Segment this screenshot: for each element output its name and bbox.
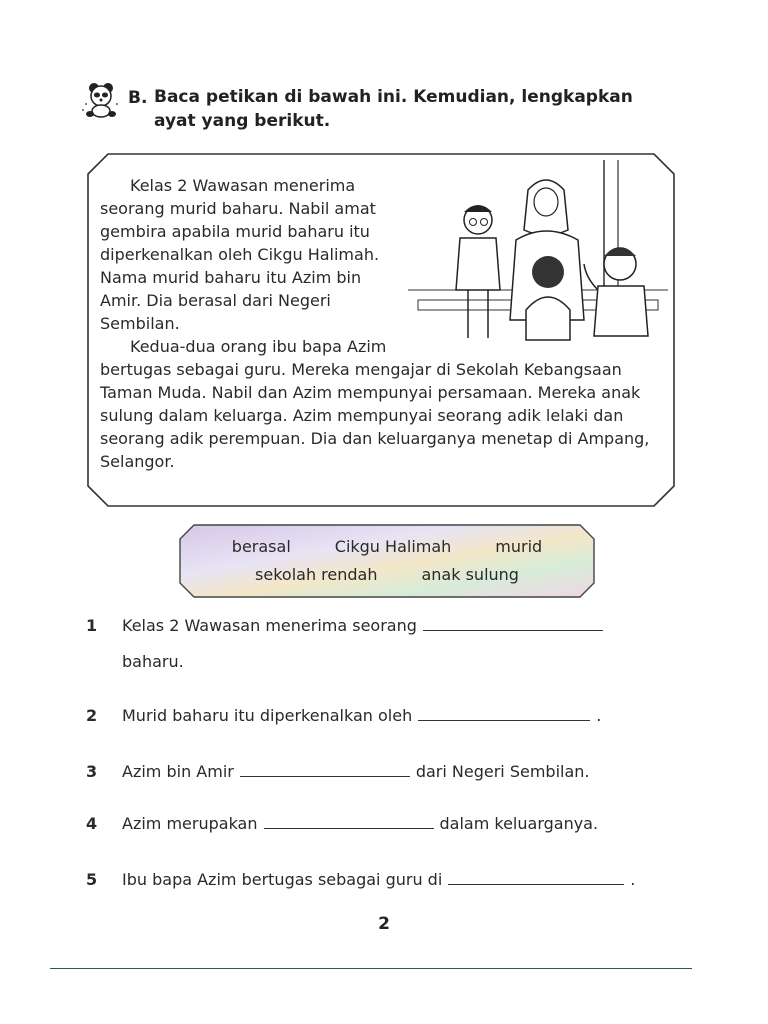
question-item (86, 706, 601, 725)
question-number: 4 (86, 814, 98, 833)
word-bank (178, 523, 596, 599)
bottom-divider (50, 968, 692, 969)
page-number: 2 (378, 914, 390, 934)
question-text-after: dari Negeri Sembilan. (415, 762, 590, 781)
answer-blank[interactable] (423, 616, 603, 631)
question-text-after: dalam keluarganya. (439, 814, 599, 833)
classroom-illustration (408, 160, 668, 350)
word-option: sekolah rendah (255, 565, 378, 584)
answer-blank[interactable] (448, 870, 624, 885)
question-continuation: baharu. (122, 652, 184, 671)
word-bank-row-1 (178, 537, 596, 556)
answer-blank[interactable] (418, 706, 590, 721)
answer-blank[interactable] (240, 762, 410, 777)
question-text: Kelas 2 Wawasan menerima seorang (122, 616, 417, 635)
question-text: Ibu bapa Azim bertugas sebagai guru di (122, 870, 443, 889)
question-text: Azim merupakan (122, 814, 258, 833)
reading-passage-box (86, 152, 676, 508)
word-option: anak sulung (421, 565, 519, 584)
word-option: Cikgu Halimah (334, 537, 452, 556)
word-option: berasal (231, 537, 291, 556)
section-heading (80, 80, 700, 133)
question-text-after: . (630, 870, 636, 889)
panda-mascot-icon (80, 80, 122, 120)
question-item (86, 762, 590, 781)
question-item (86, 870, 635, 889)
question-number: 1 (86, 616, 98, 635)
word-bank-row-2 (178, 565, 596, 584)
question-number: 5 (86, 870, 98, 889)
question-text-after: . (596, 706, 602, 725)
answer-blank[interactable] (264, 814, 434, 829)
question-number: 3 (86, 762, 98, 781)
word-option: murid (495, 537, 543, 556)
passage-paragraph-2: Kedua-dua orang ibu bapa Azim bertugas sebagai guru. Mereka mengajar di Sekolah Kebangsaan Taman Muda. Nabil dan Azim mempunyai persamaan. Mereka anak sulung dalam keluarga. Azim mempunyai seorang adik lelaki dan seorang adik perempuan. Dia dan keluarganya menetap di Ampang, Selangor. (100, 337, 650, 471)
section-letter: B. (128, 88, 148, 108)
question-item (86, 814, 598, 833)
passage-paragraph-1: Kelas 2 Wawasan menerima seorang murid baharu. Nabil amat gembira apabila murid baharu itu diperkenalkan oleh Cikgu Halimah. Nama murid baharu itu Azim bin Amir. Dia berasal dari Negeri Sembilan. (100, 176, 380, 333)
word-bank-frame (178, 523, 596, 599)
question-text: Murid baharu itu diperkenalkan oleh (122, 706, 413, 725)
question-number: 2 (86, 706, 98, 725)
question-text: Azim bin Amir (122, 762, 234, 781)
passage-text (100, 174, 662, 473)
section-instruction: Baca petikan di bawah ini. Kemudian, lengkapkan ayat yang berikut. (154, 87, 633, 131)
question-item (86, 616, 609, 635)
